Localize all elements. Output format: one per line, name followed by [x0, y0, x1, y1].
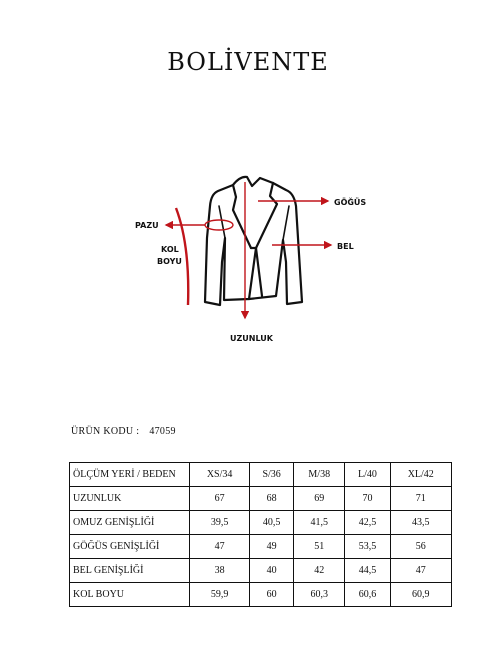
table-cell: 60,3: [294, 583, 345, 607]
table-cell: 44,5: [345, 559, 390, 583]
size-table: [69, 462, 452, 607]
label-gogus: GÖĞÜS: [334, 198, 367, 207]
table-cell: 39,5: [190, 511, 250, 535]
table-row: [70, 559, 452, 583]
table-header-row: [70, 463, 452, 487]
label-uzunluk: UZUNLUK: [230, 334, 273, 343]
table-cell: 68: [250, 487, 294, 511]
product-code-label: ÜRÜN KODU :: [71, 426, 140, 437]
row-label: GÖĞÜS GENİŞLİĞİ: [70, 535, 190, 559]
table-cell: 67: [190, 487, 250, 511]
table-cell: 42,5: [345, 511, 390, 535]
table-cell: 42: [294, 559, 345, 583]
product-code: [71, 426, 176, 437]
table-cell: 56: [390, 535, 451, 559]
product-code-value: 47059: [149, 426, 176, 437]
table-row: [70, 535, 452, 559]
table-cell: 69: [294, 487, 345, 511]
table-cell: 38: [190, 559, 250, 583]
table-cell: 60: [250, 583, 294, 607]
table-cell: 43,5: [390, 511, 451, 535]
jacket-measurement-diagram: [0, 160, 496, 360]
table-row: [70, 583, 452, 607]
header-cell: M/38: [294, 463, 345, 487]
jacket-icon: [205, 177, 302, 305]
label-pazu: PAZU: [135, 221, 159, 230]
table-cell: 40: [250, 559, 294, 583]
header-cell: XS/34: [190, 463, 250, 487]
table-cell: 47: [390, 559, 451, 583]
table-cell: 59,9: [190, 583, 250, 607]
row-label: KOL BOYU: [70, 583, 190, 607]
header-cell: S/36: [250, 463, 294, 487]
table-cell: 47: [190, 535, 250, 559]
header-cell: L/40: [345, 463, 390, 487]
table-cell: 70: [345, 487, 390, 511]
row-label: BEL GENİŞLİĞİ: [70, 559, 190, 583]
header-cell: XL/42: [390, 463, 451, 487]
table-row: [70, 487, 452, 511]
table-cell: 40,5: [250, 511, 294, 535]
table-cell: 53,5: [345, 535, 390, 559]
table-cell: 49: [250, 535, 294, 559]
table-cell: 60,6: [345, 583, 390, 607]
brand-logo: BOLİVENTE: [167, 48, 329, 76]
header-cell: ÖLÇÜM YERİ / BEDEN: [70, 463, 190, 487]
table-cell: 71: [390, 487, 451, 511]
label-boyu: BOYU: [157, 257, 182, 266]
table-row: [70, 511, 452, 535]
table-cell: 51: [294, 535, 345, 559]
table-cell: 60,9: [390, 583, 451, 607]
label-bel: BEL: [337, 242, 354, 251]
row-label: OMUZ GENİŞLİĞİ: [70, 511, 190, 535]
label-kol: KOL: [161, 245, 179, 254]
row-label: UZUNLUK: [70, 487, 190, 511]
table-cell: 41,5: [294, 511, 345, 535]
